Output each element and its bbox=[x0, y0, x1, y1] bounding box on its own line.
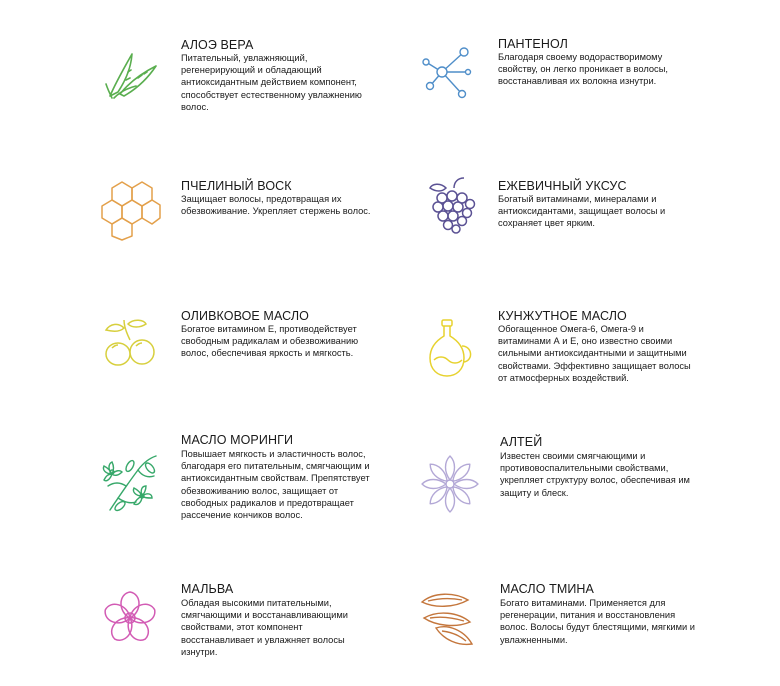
mallow-flower-icon bbox=[98, 586, 162, 650]
ingredient-title: КУНЖУТНОЕ МАСЛО bbox=[498, 309, 627, 323]
ingredient-description: Обладая высокими питательными, смягчающими и восстанавливающими свойствами, этот компонент восстанавливает и увлажняет волосы изнутри. bbox=[181, 598, 348, 657]
ingredient-description: Питательный, увлажняющий, регенерирующий и обладающий антиоксидантным действием компонент, способствует естественному увлажнению волос. bbox=[181, 53, 362, 112]
blackberry-icon bbox=[420, 174, 484, 238]
ingredient-description: Обогащенное Омега-6, Омега-9 и витаминами А и Е, оно известно своими сильными антиоксидантными и защитными свойствами. Эффективно защищает волосы от атмосферных воздействий. bbox=[498, 324, 691, 383]
althaea-flower-icon bbox=[418, 452, 482, 516]
ingredient-description: Известен своими смягчающими и противовоспалительными свойствами, укрепляет структуру волос, обеспечивая им защиту и блеск. bbox=[500, 451, 690, 498]
panthenol-molecule-icon bbox=[414, 42, 478, 106]
aloe-icon bbox=[98, 44, 162, 108]
ingredient-title: АЛТЕЙ bbox=[500, 435, 543, 449]
honeycomb-icon bbox=[100, 178, 164, 242]
ingredient-description: Повышает мягкость и эластичность волос, благодаря его питательным, смягчающим и антиоксидантным свойствам. Препятствует обезвоживанию волос, защищает от свободных радикалов и предотвращает рассечение кончиков волос. bbox=[181, 449, 370, 521]
ingredient-description: Благодаря своему водорастворимому свойству, он легко проникает в волосы, восстанавливая их волокна изнутри. bbox=[498, 52, 668, 87]
ingredient-title: МАСЛО ТМИНА bbox=[500, 582, 594, 596]
ingredient-title: ПАНТЕНОЛ bbox=[498, 37, 568, 51]
olive-icon bbox=[100, 314, 164, 378]
ingredient-title: ЕЖЕВИЧНЫЙ УКСУС bbox=[498, 179, 627, 193]
oil-bottle-icon bbox=[418, 316, 482, 380]
ingredient-description: Богатое витамином E, противодействует свободным радикалам и обезвоживанию волос, обеспечивая яркость и мягкость. bbox=[181, 324, 359, 359]
ingredient-description: Защищает волосы, предотвращая их обезвоживание. Укрепляет стержень волос. bbox=[181, 194, 371, 217]
ingredient-title: ОЛИВКОВОЕ МАСЛО bbox=[181, 309, 309, 323]
ingredient-description: Богато витаминами. Применяется для регенерации, питания и восстановления волос. Волосы будут блестящими, мягкими и увлажненными. bbox=[500, 598, 695, 645]
moringa-icon bbox=[98, 452, 162, 516]
ingredient-title: ПЧЕЛИНЫЙ ВОСК bbox=[181, 179, 292, 193]
ingredient-title: АЛОЭ ВЕРА bbox=[181, 38, 254, 52]
cumin-seeds-icon bbox=[418, 588, 482, 652]
ingredient-title: МАСЛО МОРИНГИ bbox=[181, 433, 294, 447]
ingredient-title: МАЛЬВА bbox=[181, 582, 234, 596]
ingredient-description: Богатый витаминами, минералами и антиоксидантами, защищает волосы и сохраняет цвет ярким. bbox=[498, 194, 666, 229]
